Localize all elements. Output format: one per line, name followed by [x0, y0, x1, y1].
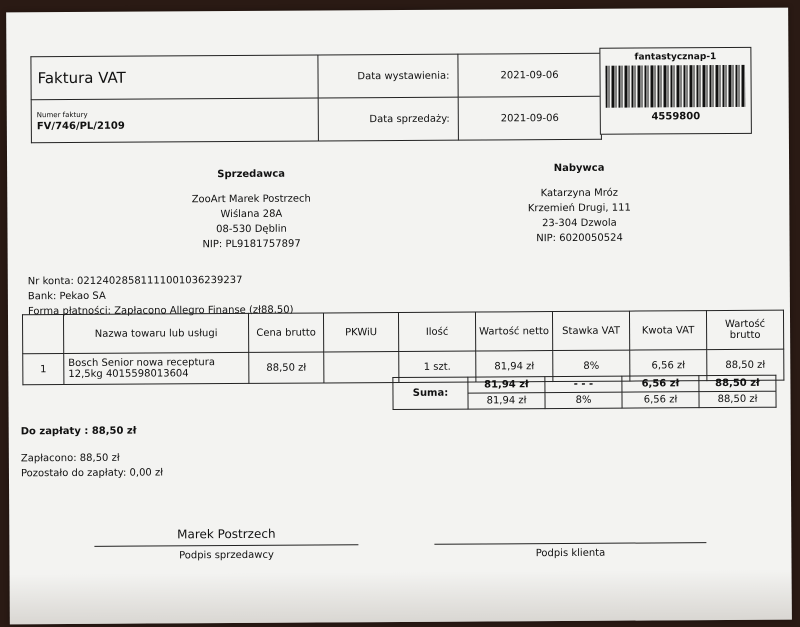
header-lp — [22, 315, 63, 354]
summary-rate-gross: 88,50 zł — [699, 391, 776, 407]
row-pkwiu — [324, 352, 399, 383]
buyer-name: Katarzyna Mróz — [540, 187, 618, 200]
seller-name: ZooArt Marek Postrzech — [191, 193, 311, 206]
barcode-label — [599, 47, 752, 135]
seller-block — [151, 166, 352, 252]
buyer-street: Krzemień Drugi, 111 — [527, 202, 631, 215]
summary-rate-vat-rate: 8% — [545, 392, 622, 408]
row-vat-rate: 8% — [553, 350, 630, 381]
row-lp: 1 — [23, 354, 64, 385]
header-qty: Ilość — [398, 312, 475, 351]
barcode-icon — [605, 65, 745, 108]
header-pkwiu: PKWiU — [323, 313, 398, 352]
seller-signature-name: Marek Postrzech — [177, 526, 276, 542]
header-price: Cena brutto — [248, 313, 323, 352]
sale-date-label: Data sprzedaży: — [318, 97, 458, 141]
amount-remaining: Pozostało do zapłaty: 0,00 zł — [20, 467, 164, 480]
row-name: Bosch Senior nowa receptura 12,5kg 4015598013604 — [64, 352, 249, 384]
summary-total-vat-amount: 6,56 zł — [622, 376, 699, 392]
seller-nip: NIP: PL9181757897 — [202, 238, 301, 251]
items-table — [22, 310, 784, 386]
row-qty: 1 szt. — [399, 351, 476, 382]
items-header-row — [22, 310, 783, 354]
buyer-nip: NIP: 6020050524 — [536, 232, 623, 245]
sale-date-value: 2021-09-06 — [458, 96, 601, 140]
invoice-header-table — [30, 53, 602, 143]
row-vat-amount: 6,56 zł — [630, 350, 707, 381]
row-net: 81,94 zł — [476, 351, 553, 382]
buyer-city: 23-304 Dzwola — [542, 217, 617, 230]
summary-rate-net: 81,94 zł — [468, 393, 545, 409]
seller-street: Wiślana 28A — [220, 208, 283, 221]
invoice-number-label: Numer faktury — [36, 110, 88, 119]
seller-signature-label: Podpis sprzedawcy — [179, 549, 274, 562]
header-vat-amount: Kwota VAT — [629, 311, 706, 350]
client-signature-label: Podpis klienta — [535, 547, 606, 560]
seller-city: 08-530 Dęblin — [216, 223, 287, 236]
invoice-number: FV/746/PL/2109 — [36, 120, 125, 132]
payment-method: Forma płatności: Zapłacono Allegro Finanse (zł88.50) — [27, 304, 294, 318]
barcode-number: 4559800 — [651, 111, 701, 123]
summary-table — [392, 375, 776, 410]
buyer-heading: Nabywca — [553, 162, 605, 175]
account-number: Nr konta: 02124028581111001036239237 — [27, 274, 243, 288]
summary-total-vat-rate: - - - — [545, 376, 622, 392]
client-signature-line — [434, 542, 706, 545]
paper-shadow — [10, 570, 792, 625]
bank-name: Bank: Pekao SA — [27, 290, 106, 303]
row-price: 88,50 zł — [249, 352, 324, 383]
client-signature — [434, 524, 706, 560]
amount-paid: Zapłacono: 88,50 zł — [20, 452, 120, 465]
summary-label: Suma: — [393, 377, 468, 409]
barcode-shop: fantastycznap-1 — [634, 52, 717, 63]
header-gross: Wartość brutto — [706, 310, 783, 349]
payment-summary — [21, 423, 163, 481]
invoice-number-cell — [31, 98, 318, 143]
invoice-page — [6, 8, 792, 625]
issue-date-value: 2021-09-06 — [458, 53, 601, 97]
header-vat-rate: Stawka VAT — [552, 311, 629, 350]
seller-signature — [94, 526, 358, 562]
issue-date-label: Data wystawienia: — [318, 54, 458, 98]
header-name: Nazwa towaru lub usługi — [63, 313, 248, 353]
summary-total-gross: 88,50 zł — [699, 375, 776, 391]
seller-signature-line — [94, 544, 358, 547]
buyer-block — [479, 160, 680, 246]
summary-total-net: 81,94 zł — [468, 377, 545, 393]
row-gross: 88,50 zł — [707, 349, 784, 380]
document-title: Faktura VAT — [31, 55, 318, 100]
seller-heading: Sprzedawca — [217, 168, 286, 181]
header-net: Wartość netto — [475, 312, 552, 351]
amount-due: Do zapłaty : 88,50 zł — [20, 425, 137, 438]
summary-rate-vat-amount: 6,56 zł — [622, 392, 699, 408]
